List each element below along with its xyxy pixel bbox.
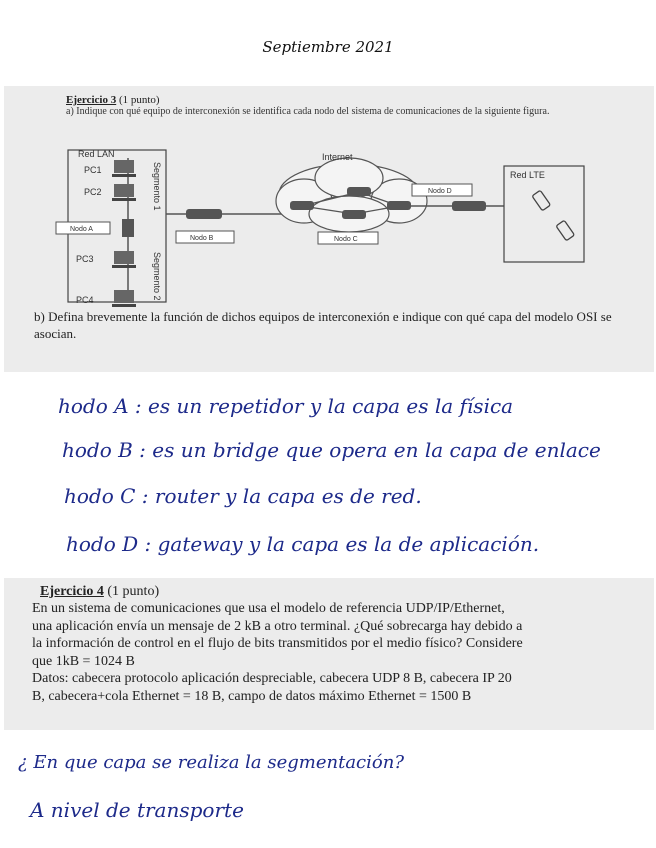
handwritten-question: ¿ En que capa se realiza la segmentación? [18,752,404,773]
nodo-c-device [342,210,366,219]
nodo-c-label: Nodo C [334,236,358,243]
mobile-phone-icon-1 [532,190,551,210]
router-2 [347,187,371,196]
exercise-4-points: (1 punto) [107,584,160,599]
nodo-a-device [122,219,134,237]
pc4-label: PC4 [76,295,94,305]
segmento-1-label: Segmento 1 [152,162,162,211]
internet-label: Internet [322,152,353,162]
nodo-b-label: Nodo B [190,235,214,242]
exercise-4-line: que 1kB = 1024 B [32,653,135,669]
exercise-4-statement [32,600,654,705]
red-lte-box [504,166,584,262]
pc3-icon [112,251,136,268]
exercise-3-points: (1 punto) [118,94,160,106]
nodo-a-label: Nodo A [70,226,93,233]
exercise-3-title: Ejercicio 3 [66,94,117,106]
exercise-3-part-b: b) Defina brevemente la función de dichos equipos de interconexión e indique con qué capa del modelo OSI se asocian. [34,309,612,341]
segmento-2-label: Segmento 2 [152,252,162,301]
answer-nodo-c: hodo C : router y la capa es de red. [64,484,422,508]
exercise-4-line: B, cabecera+cola Ethernet = 18 B, campo de datos máximo Ethernet = 1500 B [32,688,472,704]
nodo-d-device [452,201,486,211]
exercise-4-line: Datos: cabecera protocolo aplicación despreciable, cabecera UDP 8 B, cabecera IP 20 [32,671,512,686]
mobile-phone-icon-2 [556,220,575,240]
pc2-label: PC2 [84,187,102,197]
red-lan-label: Red LAN [78,149,115,159]
pc1-icon [112,160,136,177]
pc3-label: PC3 [76,254,94,264]
answer-nodo-a: hodo A : es un repetidor y la capa es la física [58,394,514,418]
exercise-4-title: Ejercicio 4 [40,584,104,599]
red-lte-label: Red LTE [510,170,545,180]
exercise-4-line: una aplicación envía un mensaje de 2 kB a otro terminal. ¿Qué sobrecarga hay debido a [32,618,523,634]
router-4 [387,201,411,210]
exercise-4-line: En un sistema de comunicaciones que usa el modelo de referencia UDP/IP/Ethernet, [32,601,505,616]
exercise-3-part-a: a) Indique con qué equipo de interconexión se identifica cada nodo del sistema de comunicaciones de la siguiente figura. [66,106,550,117]
answer-nodo-d: hodo D : gateway y la capa es la de aplicación. [66,532,540,556]
exercise-4-line: la información de control en el flujo de bits transmitidos por el medio físico? Considere [32,636,523,651]
exercise-4-scan [4,578,654,730]
pc2-icon [112,184,136,201]
answer-nodo-b: hodo B : es un bridge que opera en la capa de enlace [62,438,601,462]
exercise-4-heading [40,584,159,600]
page-title: Septiembre 2021 [262,38,394,56]
pc1-label: PC1 [84,165,102,175]
router-1 [290,201,314,210]
nodo-b-device [186,209,222,219]
pc4-icon [112,290,136,307]
exercise-3-scan [4,86,654,372]
nodo-d-label: Nodo D [428,188,452,195]
handwritten-answer: A nivel de transporte [30,798,244,822]
